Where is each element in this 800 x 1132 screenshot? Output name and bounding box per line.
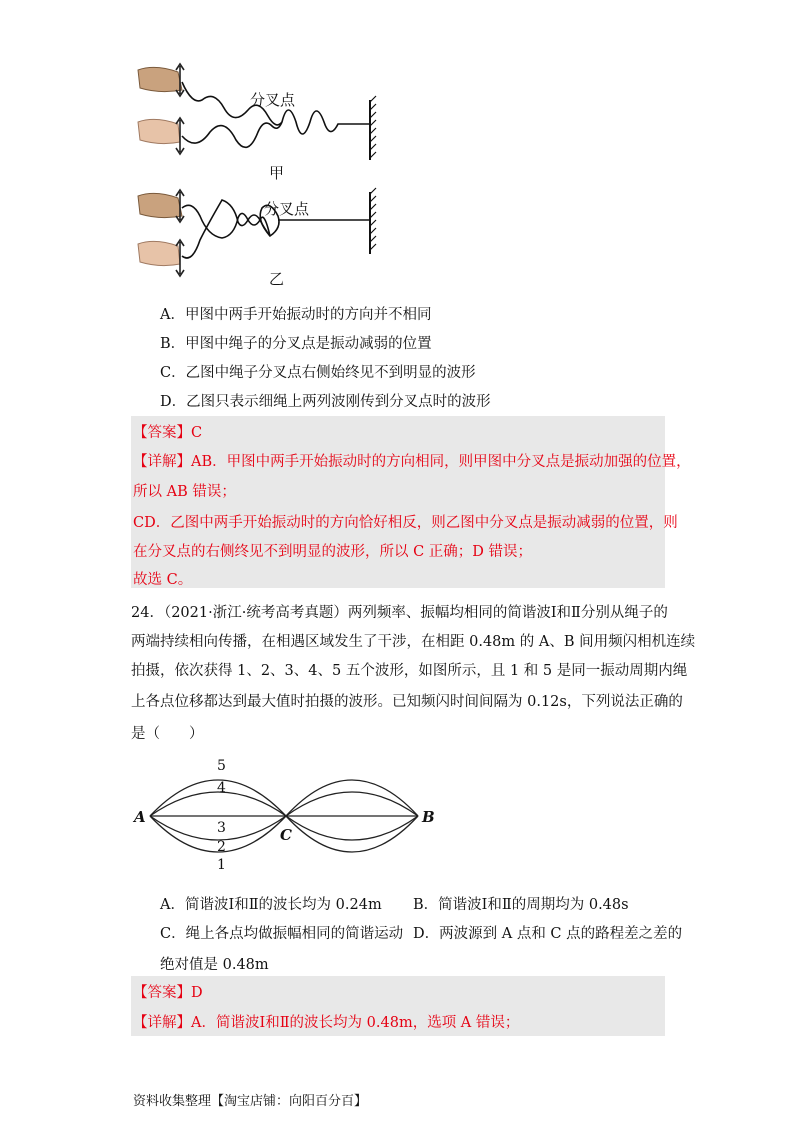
hand-bottom-jia — [138, 119, 180, 143]
waveform-label-4: 4 — [217, 780, 226, 796]
hand-top-yi — [138, 193, 182, 217]
q23-detail-line-3: CD．乙图中两手开始振动时的方向恰好相反，则乙图中分叉点是振动减弱的位置，则 — [133, 515, 678, 531]
q23-detail-line-2: 所以 AB 错误； — [133, 484, 236, 500]
standing-wave-figure — [128, 752, 448, 877]
q23-detail-line-1: 【详解】AB．甲图中两手开始振动时的方向相同，则甲图中分叉点是振动加强的位置， — [133, 454, 691, 470]
fork-point-label-yi: 分叉点 — [264, 200, 310, 218]
q24-option-d-continued: 绝对值是 0.48m — [160, 957, 269, 973]
label-yi: 乙 — [269, 270, 285, 288]
waveform-label-2: 2 — [217, 839, 226, 855]
wall-icon — [370, 188, 376, 254]
rope-wave-bottom-jia — [182, 122, 282, 147]
rope-interference-figure — [130, 60, 390, 290]
q23-answer-label: 【答案】C — [133, 425, 203, 441]
wall-icon — [370, 96, 376, 160]
rope-wave-right-jia — [282, 110, 370, 134]
waveform-label-1: 1 — [217, 857, 226, 873]
hand-top-jia — [138, 67, 182, 91]
q23-detail-line-4: 在分叉点的右侧终见不到明显的波形，所以 C 正确；D 错误； — [133, 544, 533, 560]
label-jia: 甲 — [269, 164, 285, 182]
q24-stem-line-1: 24．（2021·浙江·统考高考真题）两列频率、振幅均相同的简谐波Ⅰ和Ⅱ分别从绳子的 — [131, 605, 668, 621]
q23-answer-box — [131, 416, 691, 588]
waveform-label-3: 3 — [217, 820, 226, 836]
q24-stem-line-3: 拍摄，依次获得 1、2、3、4、5 五个波形，如图所示，且 1 和 5 是同一振动周期内绳 — [131, 663, 688, 679]
q24-option-a: A．简谐波Ⅰ和Ⅱ的波长均为 0.24m — [160, 897, 382, 913]
fork-point-label-jia: 分叉点 — [250, 91, 296, 109]
q24-stem-line-4: 上各点位移都达到最大值时拍摄的波形。已知频闪时间间隔为 0.12s，下列说法正确的 — [131, 694, 683, 710]
q24-stem-line-2: 两端持续相向传播，在相遇区域发生了干涉，在相距 0.48m 的 A、B 间用频闪相机连续 — [131, 634, 696, 650]
q24-stem-line-5: 是（ ） — [131, 726, 204, 742]
q23-detail-line-5: 故选 C。 — [133, 572, 193, 588]
point-c-label: C — [280, 826, 292, 844]
q23-option-c: C．乙图中绳子分叉点右侧始终见不到明显的波形 — [160, 365, 476, 381]
q23-option-d: D．乙图只表示细绳上两列波刚传到分叉点时的波形 — [160, 394, 491, 410]
waveform-label-5: 5 — [217, 758, 226, 774]
point-b-label: B — [422, 808, 435, 826]
q24-option-d: D．两波源到 A 点和 C 点的路程差之差的 — [413, 926, 683, 942]
footer-text: 资料收集整理【淘宝店铺：向阳百分百】 — [133, 1094, 368, 1109]
q24-answer-box — [131, 976, 665, 1036]
q23-option-a: A．甲图中两手开始振动时的方向并不相同 — [160, 307, 432, 323]
q24-option-b: B．简谐波Ⅰ和Ⅱ的周期均为 0.48s — [413, 897, 629, 913]
hand-bottom-yi — [138, 241, 180, 265]
q24-detail-line-1: 【详解】A．简谐波Ⅰ和Ⅱ的波长均为 0.48m，选项 A 错误； — [133, 1015, 520, 1031]
q24-option-c: C．绳上各点均做振幅相同的简谐运动 — [160, 926, 404, 942]
q24-answer-label: 【答案】D — [133, 985, 203, 1001]
point-a-label: A — [134, 808, 146, 826]
q23-option-b: B．甲图中绳子的分叉点是振动减弱的位置 — [160, 336, 432, 352]
rope-wave-top-yi — [182, 205, 270, 238]
